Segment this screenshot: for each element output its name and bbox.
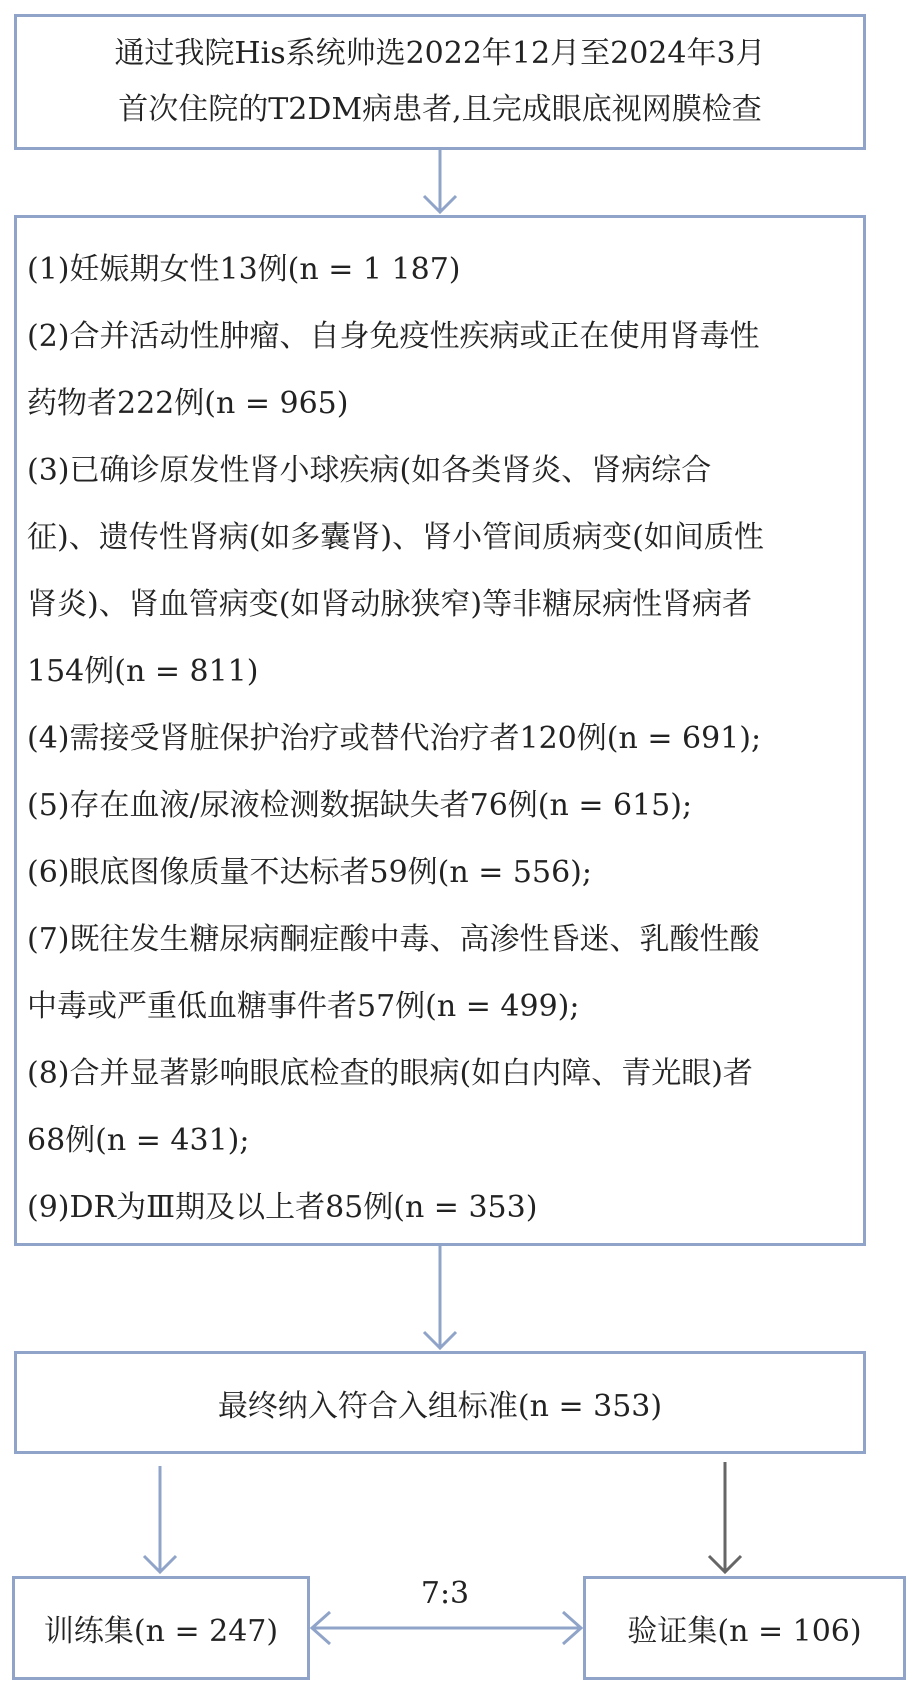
validation-set-label: 验证集(n = 106) [627,1614,862,1649]
exclusion-line: (7)既往发生糖尿病酮症酸中毒、高渗性昏迷、乳酸性酸 [27,922,760,957]
final-inclusion-label: 最终纳入符合入组标准(n = 353) [217,1388,663,1424]
exclusion-line: 154例(n = 811) [27,654,259,689]
exclusion-line: (3)已确诊原发性肾小球疾病(如各类肾炎、肾病综合 [27,453,712,488]
exclusion-line: (4)需接受肾脏保护治疗或替代治疗者120例(n = 691); [27,721,762,756]
screening-source-line-2: 首次住院的T2DM病患者,且完成眼底视网膜检查 [118,92,762,127]
screening-source-line-1: 通过我院His系统帅选2022年12月至2024年3月 [114,36,766,71]
training-set-box [12,1576,310,1680]
training-set-label: 训练集(n = 247) [43,1614,279,1649]
final-inclusion-box [14,1351,866,1454]
arrow-train-valid-bidirectional [312,1612,581,1644]
arrow-top-to-exclusion [424,150,456,212]
exclusion-line: 药物者222例(n = 965) [27,386,349,421]
exclusion-line: (2)合并活动性肿瘤、自身免疫性疾病或正在使用肾毒性 [27,319,760,354]
exclusion-criteria-box [14,215,866,1246]
exclusion-line: 肾炎)、肾血管病变(如肾动脉狭窄)等非糖尿病性肾病者 [27,587,753,622]
arrow-exclusion-to-final [424,1246,456,1348]
exclusion-line: (1)妊娠期女性13例(n = 1 187) [27,252,461,287]
exclusion-line: (6)眼底图像质量不达标者59例(n = 556); [27,855,592,890]
exclusion-line: 68例(n = 431); [27,1123,250,1158]
exclusion-line: 中毒或严重低血糖事件者57例(n = 499); [27,989,580,1024]
exclusion-line: (8)合并显著影响眼底检查的眼病(如白内障、青光眼)者 [27,1056,753,1091]
arrow-final-to-training [144,1466,176,1572]
exclusion-line: (5)存在血液/尿液检测数据缺失者76例(n = 615); [27,788,693,823]
arrow-final-to-validation [709,1462,741,1572]
split-ratio-label: 7:3 [420,1576,470,1611]
screening-source-box [14,14,866,150]
exclusion-line: 征)、遗传性肾病(如多囊肾)、肾小管间质病变(如间质性 [27,520,764,555]
exclusion-line: (9)DR为Ⅲ期及以上者85例(n = 353) [27,1190,538,1225]
validation-set-box [583,1576,906,1680]
